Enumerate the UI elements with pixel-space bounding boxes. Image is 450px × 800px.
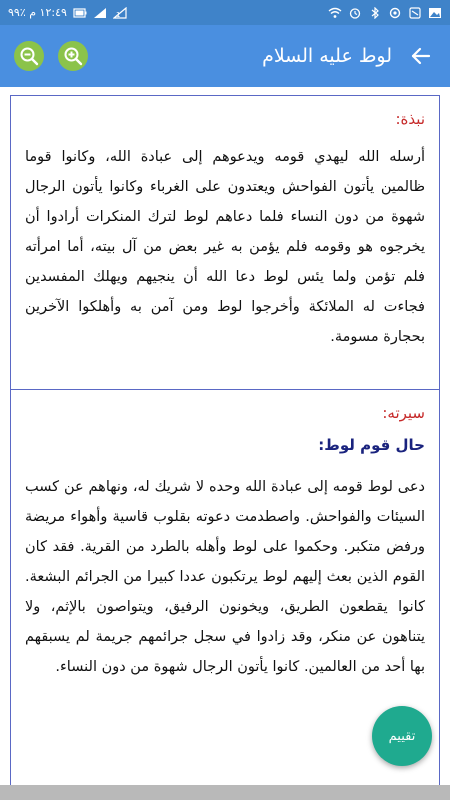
- overview-text: أرسله الله ليهدي قومه ويدعوهم إلى عبادة الله، وكانوا قوما ظالمين يأتون الفواحش ويعتدون على الغرباء وكانوا يأتون الرجال شهوة من دون النساء فلما دعاهم لوط لترك المنكرات أرادوا أن يخرجوه هو وقومه فلم يؤمن به غير بعض من آل بيته، أما امرأته فلم تؤمن ولما يئس لوط دعا الله أن ينجيهم ويهلك المفسدين فجاءت له الملائكة وأخرجوا لوط ومن آمن به وأهلكوا الآخرين بحجارة مسومة.: [25, 149, 425, 345]
- svg-text:1: 1: [115, 10, 121, 19]
- status-bar: [0, 0, 450, 25]
- zoom-out-icon: [18, 45, 40, 67]
- page-title: لوط عليه السلام: [262, 45, 392, 67]
- zoom-out-button[interactable]: [14, 41, 44, 71]
- notification-off-icon: [408, 7, 422, 19]
- image-icon: [428, 7, 442, 19]
- wifi-icon: [328, 7, 342, 19]
- battery-icon: [73, 7, 87, 19]
- content-scroll[interactable]: [0, 87, 450, 785]
- rate-button[interactable]: تقييم: [372, 706, 432, 766]
- app-bar: [0, 25, 450, 87]
- alarm-icon: [348, 7, 362, 19]
- status-time-battery: ١٢:٤٩ م ٪٩٩: [8, 6, 67, 19]
- zoom-controls: [14, 41, 88, 71]
- status-right: [328, 7, 442, 19]
- biography-heading: سيرته:: [382, 404, 425, 422]
- arrow-back-icon: [410, 45, 432, 67]
- biography-subheading: حال قوم لوط:: [318, 436, 425, 454]
- overview-heading: نبذة:: [395, 110, 425, 128]
- bluetooth-icon: [368, 7, 382, 19]
- status-left: [8, 6, 127, 19]
- settings-icon: [388, 7, 402, 19]
- zoom-in-icon: [62, 45, 84, 67]
- signal-icon: [93, 7, 107, 19]
- navigation-bar: [0, 785, 450, 800]
- overview-card: [10, 95, 440, 400]
- biography-text: دعى لوط قومه إلى عبادة الله وحده لا شريك له، ونهاهم عن كسب السيئات والفواحش. واصطدمت دعوته بقلوب قاسية وأهواء مريضة ورفض متكبر. وحكموا على لوط وأهله بالطرد من القرية. فقد كان القوم الذين بعث إليهم لوط يرتكبون عددا كبيرا من الجرائم البشعة. كانوا يقطعون الطريق، ويخونون الرفيق، ويتواصون بالإثم، ولا يتناهون عن منكر، وقد زادوا في سجل جرائمهم جريمة لم يسبقهم بها أحد من العالمين. كانوا يأتون الرجال شهوة من دون النساء.: [25, 479, 425, 675]
- zoom-in-button[interactable]: [58, 41, 88, 71]
- back-button[interactable]: [406, 41, 436, 71]
- signal-icon-2: [113, 7, 127, 19]
